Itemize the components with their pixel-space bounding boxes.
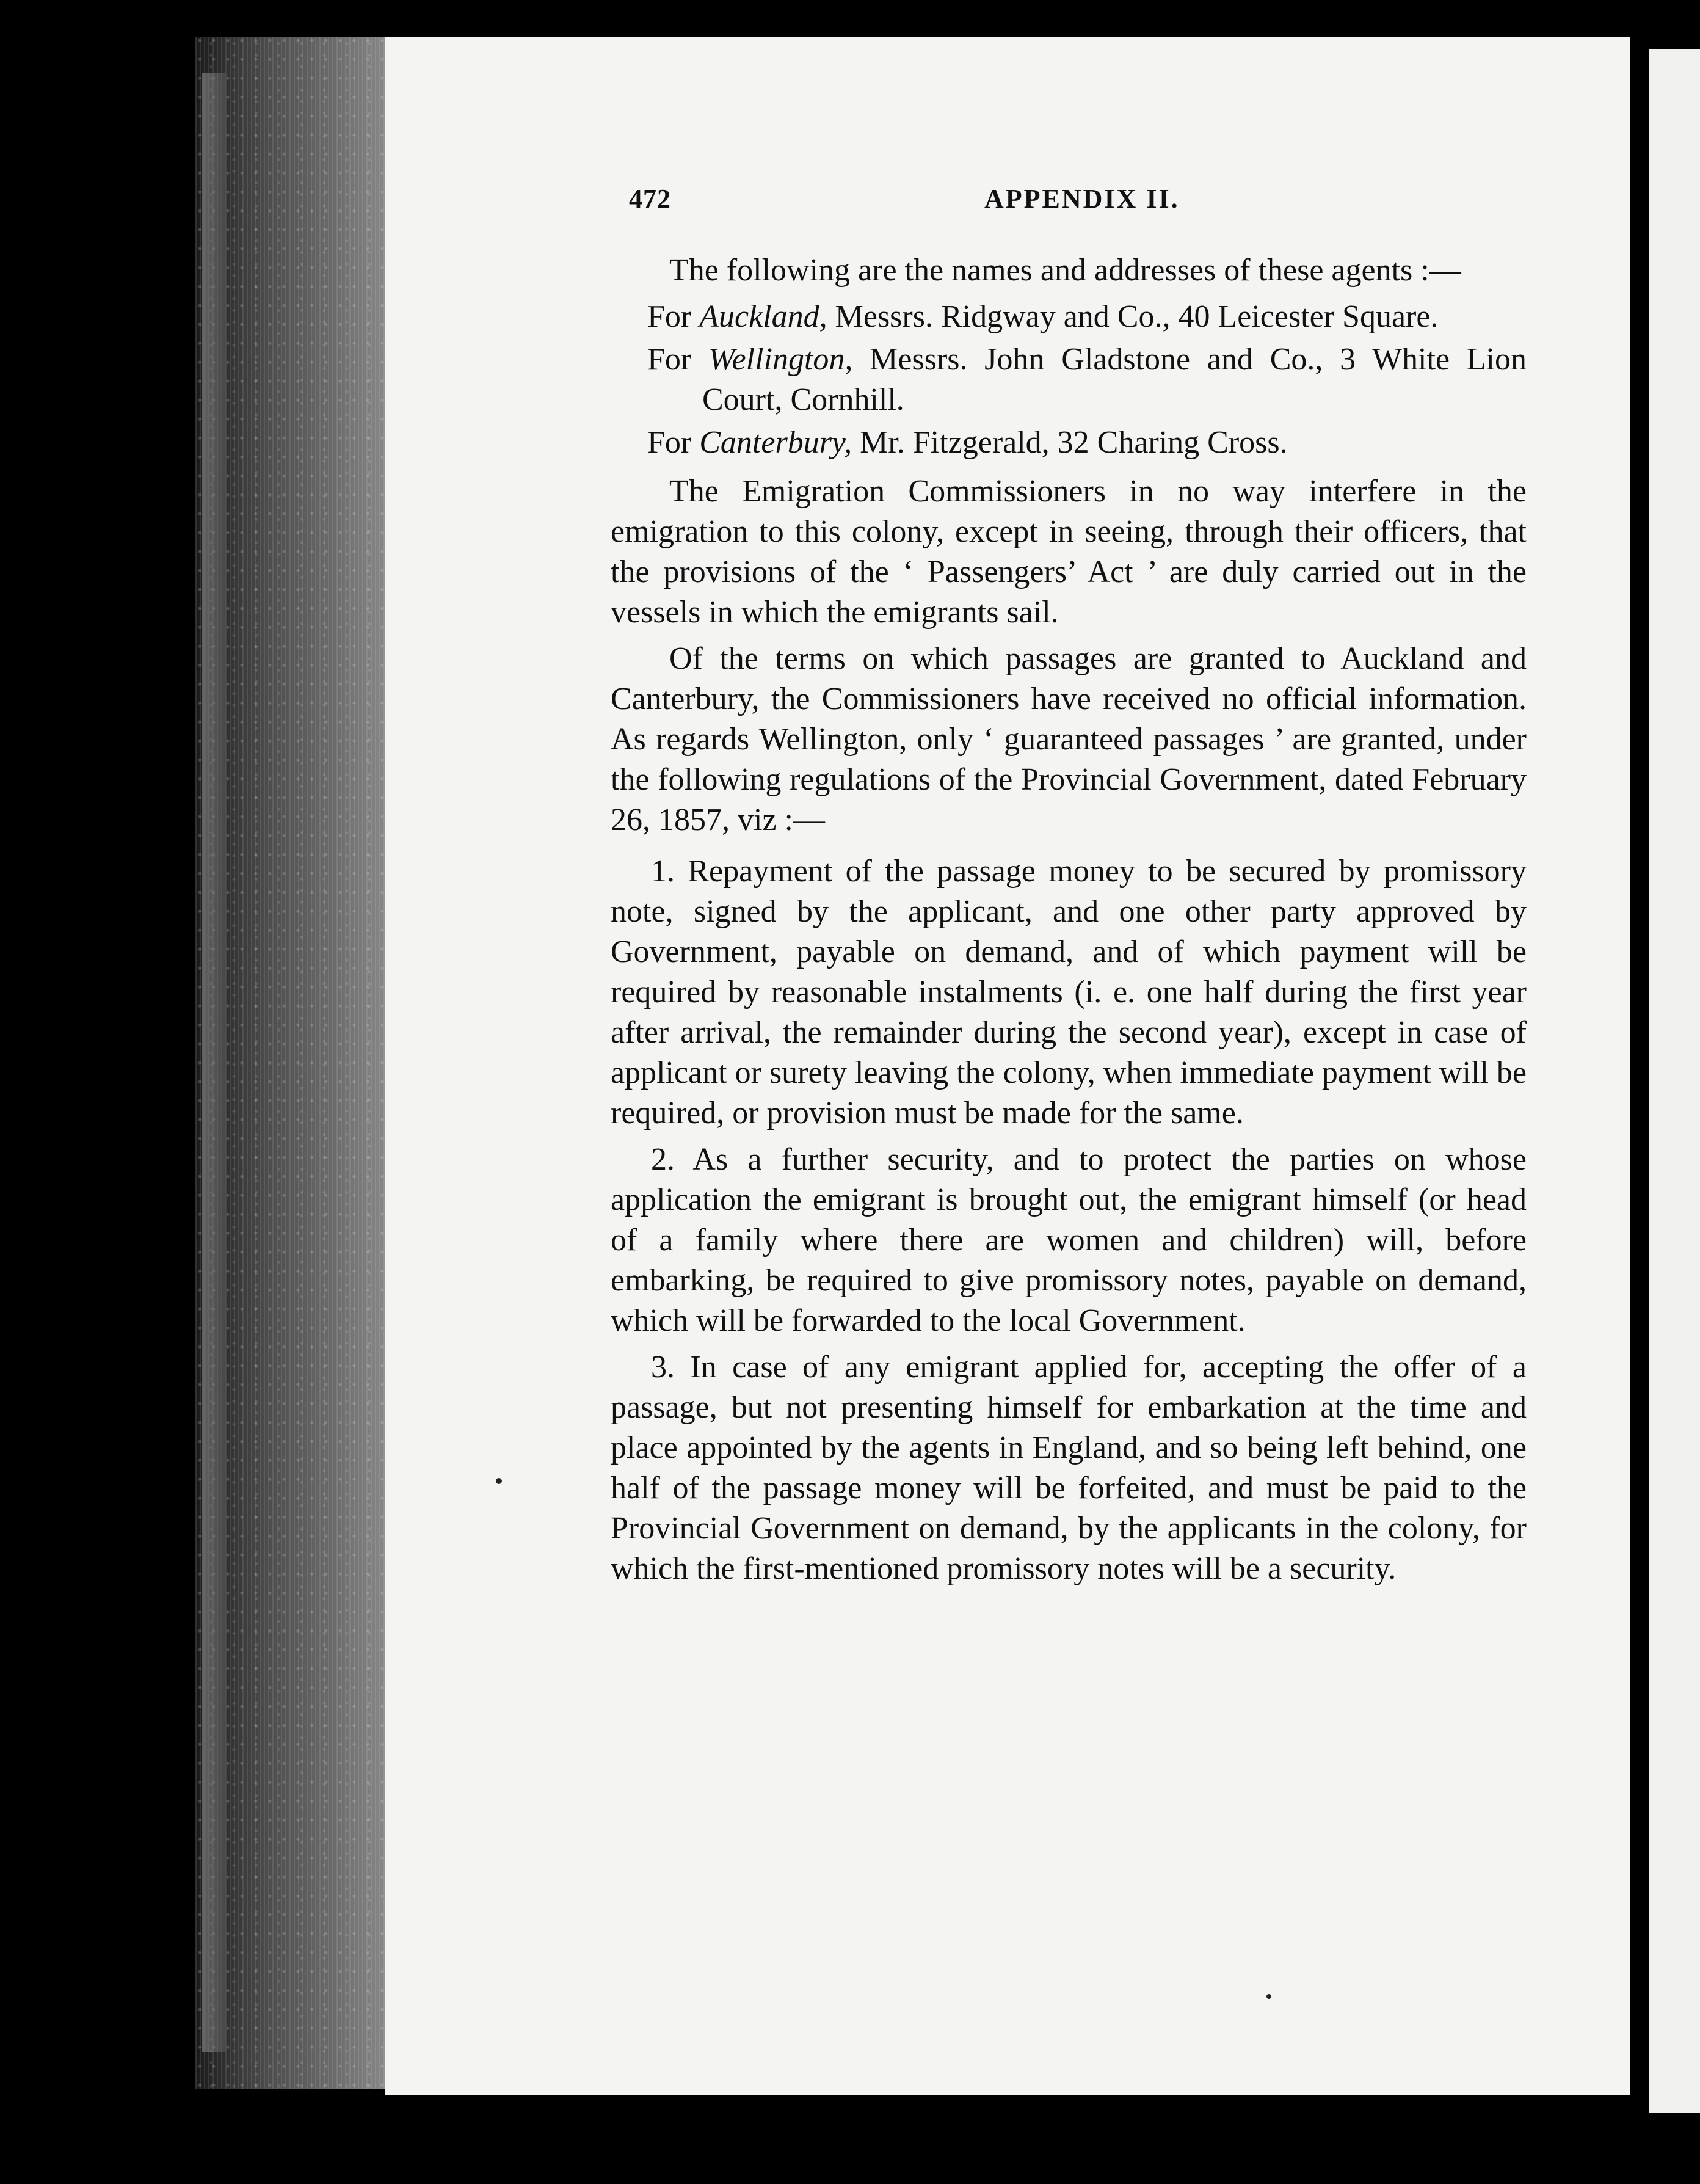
ink-speck	[1266, 1994, 1271, 1999]
running-title: APPENDIX II.	[984, 184, 1180, 214]
ink-speck	[496, 1478, 502, 1484]
regulation-item: 3. In case of any emigrant applied for, accepting the offer of a passage, but not presenting himself for embarkation at the time and place appointed by the agents in England, and so being left behind, one half of the passage money will be forfeited, and must be paid to the Provincial Government on demand, by the applicants in the colony, for which the first-mentioned promissory notes will be a security.	[611, 1350, 1527, 1586]
agent-place: Wellington,	[708, 342, 853, 377]
agent-address: Mr. Fitzgerald, 32 Charing Cross.	[852, 425, 1288, 460]
agent-entry-wellington	[611, 340, 1527, 420]
page-number: 472	[629, 184, 671, 214]
agent-entry-auckland	[611, 297, 1527, 337]
intro-paragraph: The following are the names and addresses of these agents :—	[669, 253, 1461, 288]
agent-address: Messrs. John Gladstone and Co., 3 White Lion Court, Cornhill.	[702, 342, 1527, 417]
page-header	[629, 183, 1545, 226]
agent-place: Auckland,	[699, 299, 827, 334]
commissioners-paragraph: The Emigration Commissioners in no way interfere in the emigration to this colony, except in seeing, through their officers, that the provisions of the ‘ Passengers’ Act ’ are duly carried out in the vessels in which the emigrants sail.	[611, 474, 1527, 630]
agent-entry-canterbury	[611, 423, 1527, 463]
agent-address: Messrs. Ridgway and Co., 40 Leicester Square.	[827, 299, 1439, 334]
agent-prefix: For	[647, 425, 700, 460]
agent-prefix: For	[647, 299, 700, 334]
page-edge-highlight	[202, 73, 226, 2052]
regulation-item: 1. Repayment of the passage money to be secured by promissory note, signed by the applicant, and one other party approved by Government, payable on demand, and of which payment will be required by reasonable instalments (i. e. one half during the first year after arrival, the remainder during the second year), except in case of applicant or surety leaving the colony, when immediate payment will be required, or provision must be made for the same.	[611, 854, 1527, 1130]
facing-page-edge	[1649, 49, 1700, 2113]
regulation-item: 2. As a further security, and to protect the parties on whose application the emigrant is brought out, the emigrant himself (or head of a family where there are women and children) will, before embarking, be required to give promissory notes, payable on demand, which will be forwarded to the local Government.	[611, 1142, 1527, 1338]
page-body	[611, 250, 1527, 1595]
terms-paragraph: Of the terms on which passages are granted to Auckland and Canterbury, the Commissioners have received no official information. As regards Wellington, only ‘ guaranteed passages ’ are granted, under the following regulations of the Provincial Government, dated February 26, 1857, viz :—	[611, 641, 1527, 837]
agent-place: Canterbury,	[699, 425, 852, 460]
agent-prefix: For	[647, 342, 708, 377]
